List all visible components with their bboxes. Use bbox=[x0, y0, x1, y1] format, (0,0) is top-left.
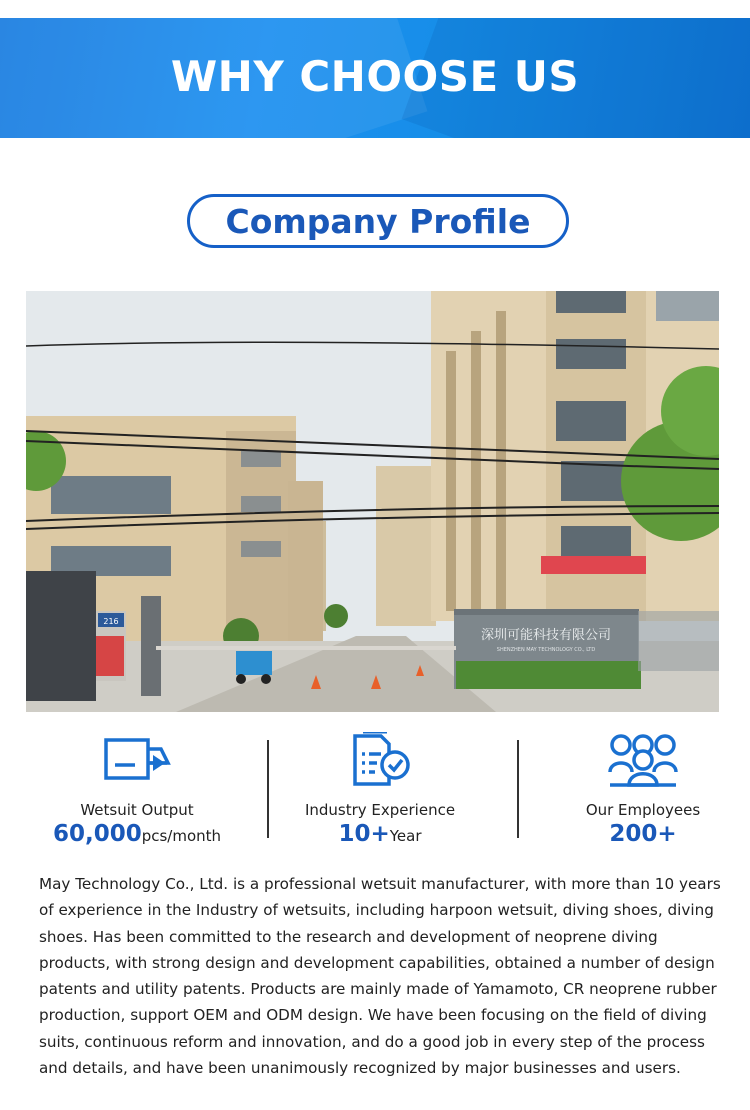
banner-title: WHY CHOOSE US bbox=[170, 52, 580, 101]
stat-divider bbox=[267, 740, 269, 838]
checklist-document-icon bbox=[349, 732, 411, 788]
company-sign-text: 深圳可能科技有限公司 bbox=[480, 628, 612, 643]
stat-label: Wetsuit Output bbox=[80, 801, 194, 819]
gate-number: 216 bbox=[103, 617, 119, 626]
company-building-photo bbox=[26, 291, 719, 712]
stat-our-employees bbox=[543, 730, 743, 847]
header-banner bbox=[0, 18, 750, 138]
stat-unit: pcs/month bbox=[141, 827, 222, 845]
company-sign-subtext: SHENZHEN MAY TECHNOLOGY CO., LTD bbox=[496, 647, 596, 653]
stat-unit: Year bbox=[389, 827, 422, 845]
stat-value: 200+ bbox=[609, 821, 677, 847]
employees-group-icon bbox=[607, 732, 679, 788]
stat-industry-experience bbox=[280, 730, 480, 847]
company-description: May Technology Co., Ltd. is a professional wetsuit manufacturer, with more than 10 years of experience in the Industry of wetsuits, including harpoon wetsuit, diving shoes, diving shoes. Has been committed to the research and development of neoprene diving products, with strong design and development capabilities, obtained a number of design patents and utility patents. Products are mainly made of Yamamoto, CR neoprene rubber production, support OEM and ODM design. We have been focusing on the field of diving suits, continuous reform and innovation, and do a good job in every step of the process and details, and have been unanimously recognized by major businesses and users. bbox=[39, 875, 721, 1078]
stat-value: 60,000 bbox=[52, 821, 142, 847]
section-title-pill bbox=[187, 194, 569, 248]
stat-label: Our Employees bbox=[585, 801, 701, 819]
stat-label: Industry Experience bbox=[304, 801, 456, 819]
stat-value: 10+ bbox=[338, 821, 390, 847]
stat-divider bbox=[517, 740, 519, 838]
stat-wetsuit-output bbox=[37, 730, 237, 847]
truck-icon bbox=[103, 735, 171, 785]
section-title: Company Profile bbox=[225, 201, 531, 241]
stats-row bbox=[0, 730, 750, 850]
